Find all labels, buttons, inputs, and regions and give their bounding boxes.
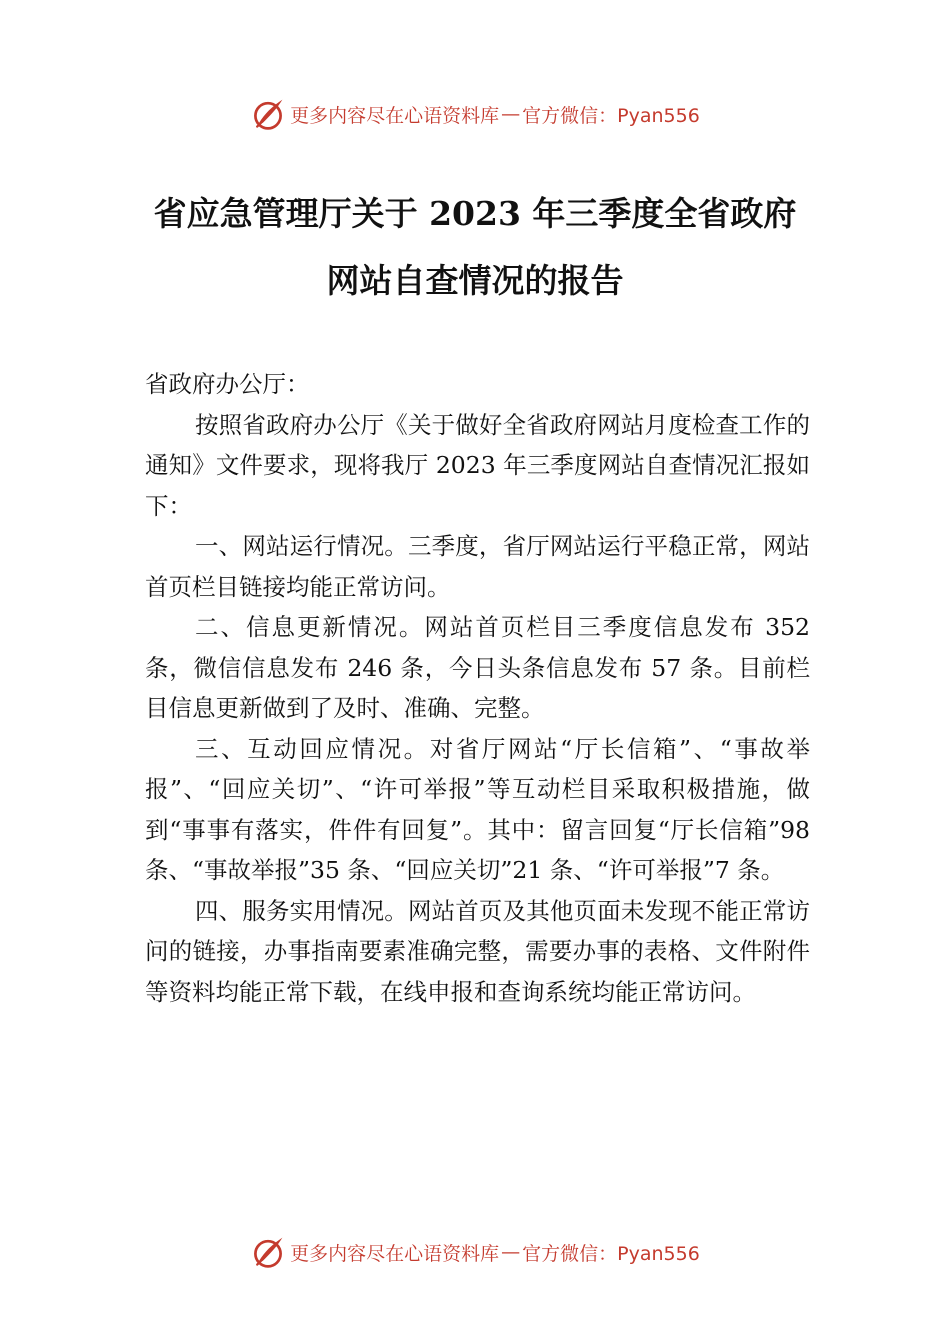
document-body (145, 364, 810, 1012)
quill-pen-seal-icon (250, 1234, 286, 1270)
banner-separator: — (501, 1241, 521, 1263)
paragraph-intro: 按照省政府办公厅《关于做好全省政府网站月度检查工作的通知》文件要求，现将我厅 2023 年三季度网站自查情况汇报如下： (145, 410, 810, 520)
header-banner (0, 94, 950, 134)
banner-separator: — (501, 103, 521, 125)
document-title-line-1: 省应急管理厅关于 2023 年三季度全省政府 (153, 194, 797, 233)
paragraph-info-update: 二、信息更新情况。网站首页栏目三季度信息发布 352 条，微信信息发布 246 条，今日头条信息发布 57 条。目前栏目信息更新做到了及时、准确、完整。 (145, 613, 810, 722)
banner-wechat-id: 官方微信：Pyan556 (522, 104, 700, 127)
banner-wechat-id: 官方微信：Pyan556 (522, 1242, 700, 1265)
paragraph-interaction: 三、互动回应情况。对省厅网站“厅长信箱”、“事故举报”、“回应关切”、“许可举报”等互动栏目采取积极措施，做到“事事有落实，件件有回复”。其中：留言回复“厅长信箱”98 条、“事故举报”35 条、“回应关切”21 条、“许可举报”7 条。 (145, 734, 810, 884)
footer-banner (0, 1232, 950, 1272)
quill-pen-seal-icon (250, 96, 286, 132)
document-title-line-2: 网站自查情况的报告 (326, 261, 624, 300)
paragraph-service: 四、服务实用情况。网站首页及其他页面未发现不能正常访问的链接，办事指南要素准确完整，需要办事的表格、文件附件等资料均能正常下载，在线申报和查询系统均能正常访问。 (145, 896, 810, 1006)
salutation: 省政府办公厅： (145, 370, 310, 398)
banner-text: 更多内容尽在心语资料库 (290, 1242, 500, 1265)
paragraph-website-operation: 一、网站运行情况。三季度，省厅网站运行平稳正常，网站首页栏目链接均能正常访问。 (145, 532, 810, 601)
banner-text: 更多内容尽在心语资料库 (290, 104, 500, 127)
